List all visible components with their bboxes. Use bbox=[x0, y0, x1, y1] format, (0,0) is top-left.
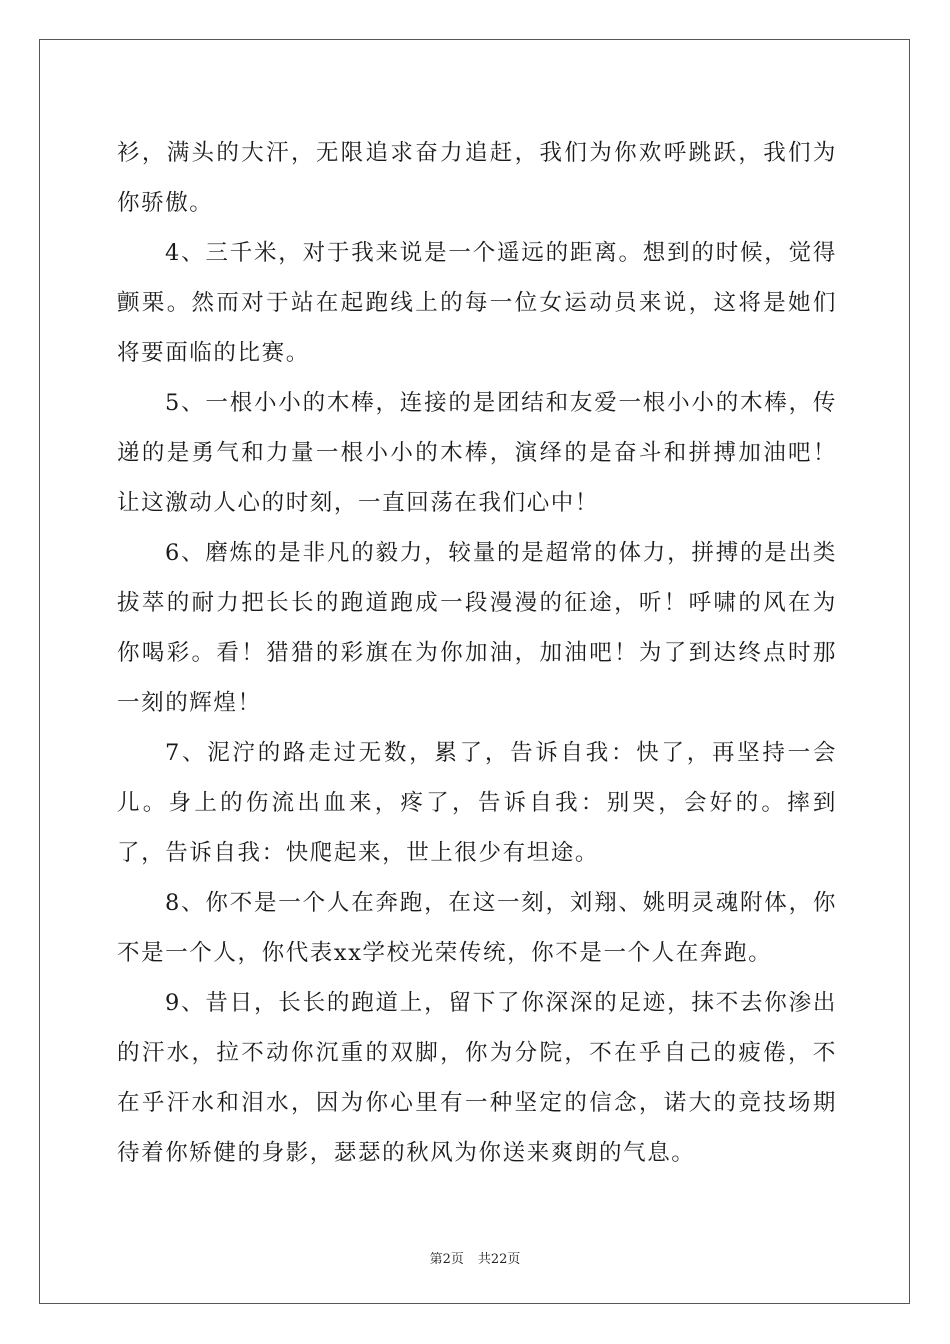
paragraph-item-8: 8、你不是一个人在奔跑，在这一刻，刘翔、姚明灵魂附体，你不是一个人，你代表xx学校光荣传统，你不是一个人在奔跑。 bbox=[117, 890, 837, 966]
paragraph-item-6: 6、磨炼的是非凡的毅力，较量的是超常的体力，拼搏的是出类拔萃的耐力把长长的跑道跑成一段漫漫的征途，听！呼啸的风在为你喝彩。看！猎猎的彩旗在为你加油，加油吧！为了到达终点时那一刻的辉煌！ bbox=[117, 540, 837, 716]
paragraph-item-7: 7、泥泞的路走过无数，累了，告诉自我：快了，再坚持一会儿。身上的伤流出血来，疼了，告诉自我：别哭，会好的。摔到了，告诉自我：快爬起来，世上很少有坦途。 bbox=[117, 740, 837, 866]
page-number: 第2页 bbox=[429, 1252, 464, 1267]
paragraph-item-4: 4、三千米，对于我来说是一个遥远的距离。想到的时候，觉得颤栗。然而对于站在起跑线上的每一位女运动员来说，这将是她们将要面临的比赛。 bbox=[117, 240, 837, 366]
paragraph-item-9: 9、昔日，长长的跑道上，留下了你深深的足迹，抹不去你渗出的汗水，拉不动你沉重的双脚，你为分院，不在乎自己的疲倦，不在乎汗水和泪水，因为你心里有一种坚定的信念，诺大的竞技场期待着你矫健的身影，瑟瑟的秋风为你送来爽朗的气息。 bbox=[117, 990, 837, 1166]
paragraph-continuation: 衫，满头的大汗，无限追求奋力追赶，我们为你欢呼跳跃，我们为你骄傲。 bbox=[117, 140, 837, 216]
document-body bbox=[117, 128, 837, 1178]
paragraph-item-5: 5、一根小小的木棒，连接的是团结和友爱一根小小的木棒，传递的是勇气和力量一根小小的木棒，演绎的是奋斗和拼搏加油吧！让这激动人心的时刻，一直回荡在我们心中！ bbox=[117, 390, 837, 516]
page-total: 共22页 bbox=[477, 1252, 521, 1267]
page-footer bbox=[0, 1248, 950, 1267]
